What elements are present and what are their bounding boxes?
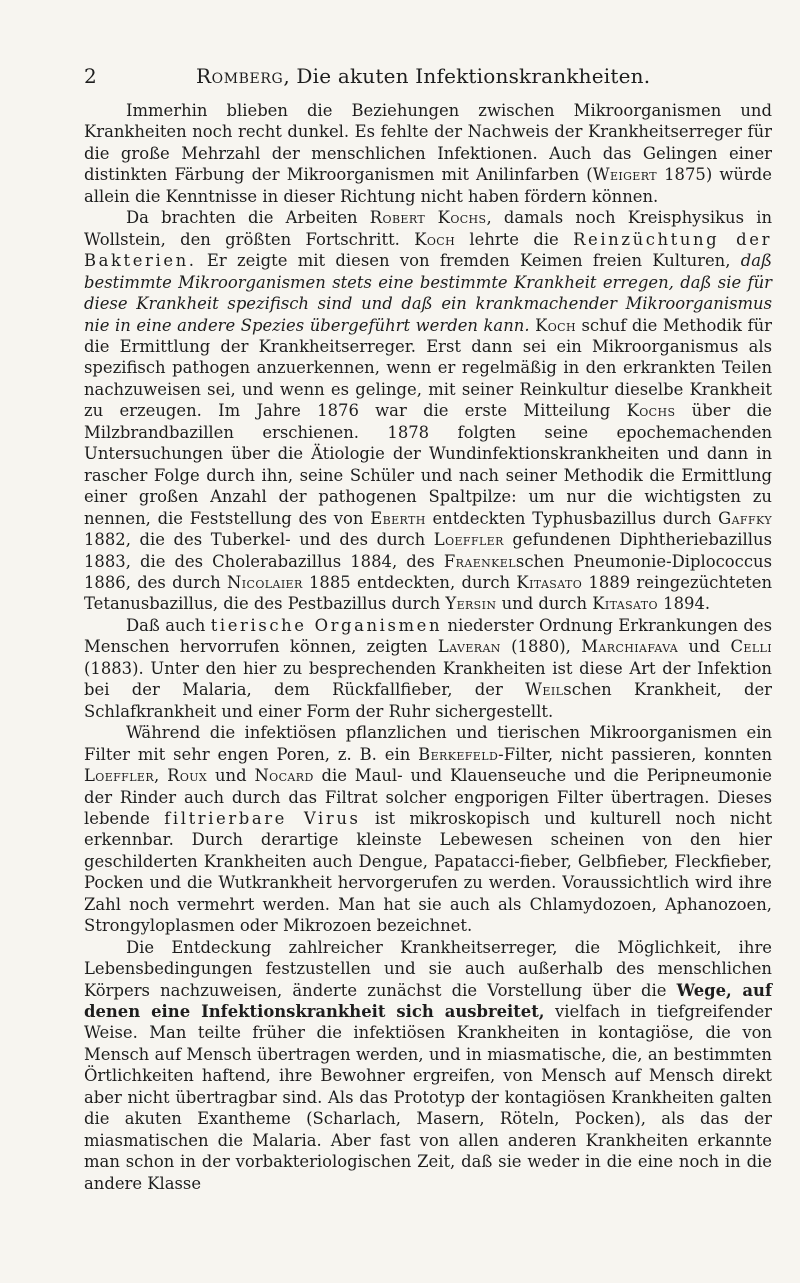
person-name: Loeffler xyxy=(84,766,155,786)
person-name: Eberth xyxy=(370,508,426,528)
text-run: -Filter, nicht passieren, konnten xyxy=(498,744,772,764)
running-head-title: , Die akuten Infektionskrankheiten. xyxy=(283,64,651,88)
text-run: Die Entdeckung zahlreicher Krankheitserreger, die Möglichkeit, ihre Lebensbedingungen festzustellen und sie auch außerhalb des menschlichen Körpers nachzuweisen, änderte zunächst die Vorstellung über die xyxy=(84,937,772,1000)
person-name: Koch xyxy=(535,315,576,335)
person-name: Kitasato xyxy=(592,594,658,614)
text-run: Da brachten die Arbeiten xyxy=(126,208,370,228)
person-name: Roux xyxy=(167,766,208,786)
bold-text: Wege, auf denen eine Infektionskrankheit sich ausbreitet, xyxy=(84,980,772,1022)
page-number: 2 xyxy=(84,64,97,88)
paragraph xyxy=(84,937,772,1194)
person-name: Kochs xyxy=(626,401,676,421)
text-run: 1894. xyxy=(657,594,711,614)
text-run: vielfach in tiefgreifender Weise. Man teilte früher die infektiösen Krankheiten in kontagiöse, die von Mensch auf Mensch übertragen werden, und in miasmatische, die, an bestimmten Örtlichkeiten haftend, ihre Bewohner ergreifen, von Mensch auf Mensch direkt aber nicht übertragbar sind. Als das Prototyp der kontagiösen Krankheiten galten die akuten Exantheme (Scharlach, Masern, Röteln, Pocken), als das der miasmatischen die Malaria. Aber fast von allen anderen Krankheiten erkannte man schon in der vorbakteriologischen Zeit, daß sie weder in die eine noch in die andere Klasse xyxy=(84,1002,772,1193)
person-name: Gaffky xyxy=(718,508,772,528)
emphasis-text: daß bestimmte Mikroorganismen stets eine bestimmte Krankheit erregen, daß sie für diese Krankheit spezifisch sind und daß ein krankmachender Mikroorganismus nie in eine andere Spezies übergeführt werden kann. xyxy=(84,251,772,335)
text-run: und xyxy=(678,637,731,657)
text-run: , damals noch Kreisphysikus in Wollstein, den größten Fortschritt. xyxy=(84,208,772,249)
person-name: Yersin xyxy=(445,594,497,614)
text-run: 1875) würde allein die Kenntnisse in dieser Richtung nicht haben fördern können. xyxy=(84,165,772,206)
person-name: Kitasato xyxy=(516,572,583,592)
person-name: Nocard xyxy=(254,766,314,786)
text-run: lehrte die xyxy=(455,229,574,249)
person-name: Marchiafava xyxy=(581,637,679,657)
text-run: und xyxy=(207,766,255,786)
running-head xyxy=(196,62,650,90)
text-run: über die Milzbrandbazillen erschienen. 1878 folgten seine epochemachenden Untersuchungen über die Ätiologie der Wundinfektionskrankheiten und dann in rascher Folge durch ihn, seine Schüler und nach seiner Methodik die Ermittlung einer großen Anzahl der pathogenen Spaltpilze: um nur die wichtigsten zu nennen, die Feststellung des von xyxy=(84,401,772,528)
person-name: Loeffler xyxy=(433,530,504,550)
person-name: Koch xyxy=(414,229,456,249)
body-text xyxy=(84,100,772,1194)
person-name: Nicolaier xyxy=(227,572,303,592)
person-name: Celli xyxy=(730,637,772,657)
spaced-text: Reinzüchtung der Bakterien. xyxy=(84,229,773,271)
text-run: 1889 reingezüchteten Tetanusbazillus, die des Pestbazillus durch xyxy=(84,572,773,614)
text-run: schen Pneumonie-Diplococcus 1886, des durch xyxy=(84,551,773,592)
text-run: Er zeigte mit diesen von fremden Keimen freien Kulturen, xyxy=(196,251,741,271)
paragraph xyxy=(84,207,772,615)
text-run: Immerhin blieben die Beziehungen zwischen Mikroorganismen und Krankheiten noch recht dunkel. Es fehlte der Nachweis der Krankheitserreger für die große Mehrzahl der menschlichen Infektionen. Auch das Gelingen einer distinkten Färbung der Mikroorganismen mit Anilinfarben ( xyxy=(84,101,772,185)
running-head-author: Romberg xyxy=(196,64,284,88)
paragraph xyxy=(84,722,772,937)
text-run: (1880), xyxy=(500,637,582,657)
spaced-text: tierische Organismen xyxy=(210,615,443,635)
paragraph xyxy=(84,100,772,207)
spaced-text: filtrierbare Virus xyxy=(164,808,361,828)
text-run: , xyxy=(154,766,168,786)
text-run: 1882, die des Tuberkel- und des durch xyxy=(84,530,434,550)
text-run: entdeckten Typhusbazillus durch xyxy=(425,508,719,528)
person-name: Fraenkel xyxy=(443,551,516,571)
text-run: 1885 entdeckten, durch xyxy=(302,572,517,592)
text-run: die Maul- und Klauenseuche und die Peripneumonie der Rinder auch durch das Filtrat solcher engporigen Filter übertragen. Dieses lebende xyxy=(84,766,772,828)
text-run: niederster Ordnung Erkrankungen des Menschen hervorrufen können, zeigten xyxy=(84,615,772,657)
text-run: Daß auch xyxy=(126,615,211,635)
text-run: Während die infektiösen pflanzlichen und tierischen Mikroorganismen ein Filter mit sehr engen Poren, z. B. ein xyxy=(84,723,772,764)
person-name: Laveran xyxy=(437,637,501,657)
paragraph xyxy=(84,615,772,722)
person-name: Weigert xyxy=(592,165,657,185)
text-run: ist mikroskopisch und kulturell noch nicht erkennbar. Durch derartige kleinste Lebewesen scheinen von den hier geschilderten Krankheiten auch Dengue, Papatacci-fieber, Gelbfieber, Fleckfieber, Pocken und die Wutkrankheit hervorgerufen zu werden. Voraussichtlich wird ihre Zahl noch vermehrt werden. Man hat sie auch als Chlamydozoen, Aphanozoen, Strongyloplasmen oder Mikrozoen bezeichnet. xyxy=(84,808,773,936)
person-name: Weil xyxy=(525,680,564,700)
text-run: (1883). Unter den hier zu besprechenden Krankheiten ist diese Art der Infektion bei der Malaria, dem Rückfallfieber, der xyxy=(84,658,772,700)
text-run: schuf die Methodik für die Ermittlung der Krankheitserreger. Erst dann sei ein Mikroorganismus als spezifisch pathogen anzuerkennen, wenn er regelmäßig in den erkrankten Teilen nachzuweisen sei, und wenn es gelinge, mit seiner Reinkultur dieselbe Krankheit zu erzeugen. Im Jahre 1876 war die erste Mitteilung xyxy=(84,315,772,421)
page-header xyxy=(84,62,774,90)
person-name: Berkefeld xyxy=(418,744,499,764)
text-run: schen Krankheit, der Schlafkrankheit und einer Form der Ruhr sichergestellt. xyxy=(84,680,772,721)
person-name: Robert Kochs xyxy=(369,208,487,228)
text-run: gefundenen Diphtheriebazillus 1883, die des Cholerabazillus 1884, des xyxy=(84,530,772,571)
text-run: und durch xyxy=(496,594,593,614)
